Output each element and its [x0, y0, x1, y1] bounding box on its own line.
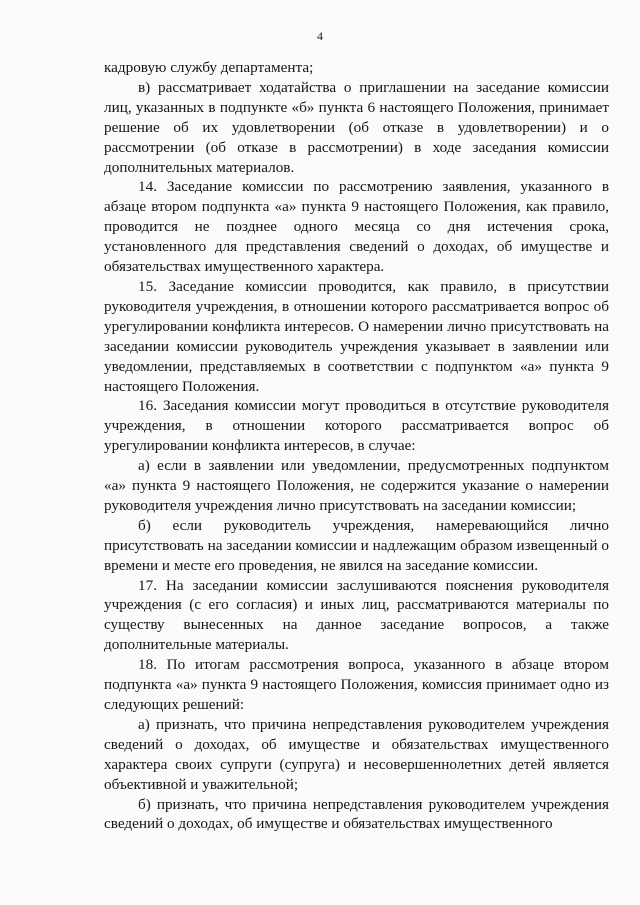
- document-body: [104, 58, 609, 834]
- paragraph-16-b: б) если руководитель учреждения, намеревающийся лично присутствовать на заседании комиссии и надлежащим образом извещенный о времени и месте его проведения, не явился на заседание комиссии.: [104, 516, 609, 574]
- paragraph-18-a: а) признать, что причина непредставления руководителем учреждения сведений о доходах, об имуществе и обязательствах имущественного характера своих супруги (супруга) и несовершеннолетних детей является объективной и уважительной;: [104, 715, 609, 793]
- paragraph-15: 15. Заседание комиссии проводится, как правило, в присутствии руководителя учреждения, в отношении которого рассматривается вопрос об урегулировании конфликта интересов. О намерении лично присутствовать на заседании комиссии руководитель учреждения указывает в заявлении или уведомлении, представляемых в соответствии с подпунктом «а» пункта 9 настоящего Положения.: [104, 277, 609, 395]
- paragraph-18-b: б) признать, что причина непредставления руководителем учреждения сведений о доходах, об имуществе и обязательствах имущественного: [104, 795, 609, 833]
- paragraph-16-a: а) если в заявлении или уведомлении, предусмотренных подпунктом «а» пункта 9 настоящего Положения, не содержится указание о намерении руководителя учреждения лично присутствовать на заседании комиссии;: [104, 457, 609, 514]
- paragraph-18: 18. По итогам рассмотрения вопроса, указанного в абзаце втором подпункта «а» пункта 9 настоящего Положения, комиссия принимает одно из следующих решений:: [104, 656, 609, 713]
- paragraph-13-v: в) рассматривает ходатайства о приглашении на заседание комиссии лиц, указанных в подпункте «б» пункта 6 настоящего Положения, принимает решение об их удовлетворении (об отказе в удовлетворении) и о рассмотрении (об отказе в рассмотрении) в ходе заседания комиссии дополнительных материалов.: [104, 78, 609, 176]
- paragraph-14: 14. Заседание комиссии по рассмотрению заявления, указанного в абзаце втором подпункта «а» пункта 9 настоящего Положения, как правило, проводится не позднее одного месяца со дня истечения срока, установленного для представления сведений о доходах, об имуществе и обязательствах имущественного характера.: [104, 178, 609, 276]
- paragraph-continuation: кадровую службу департамента;: [104, 59, 314, 76]
- page-number: 4: [317, 29, 323, 43]
- paragraph-17: 17. На заседании комиссии заслушиваются пояснения руководителя учреждения (с его согласия) и иных лиц, рассматриваются материалы по существу вынесенных на данное заседание вопросов, а также дополнительные материалы.: [104, 576, 609, 654]
- paragraph-16: 16. Заседания комиссии могут проводиться в отсутствие руководителя учреждения, в отношении которого рассматривается вопрос об урегулировании конфликта интересов, в случае:: [104, 397, 609, 455]
